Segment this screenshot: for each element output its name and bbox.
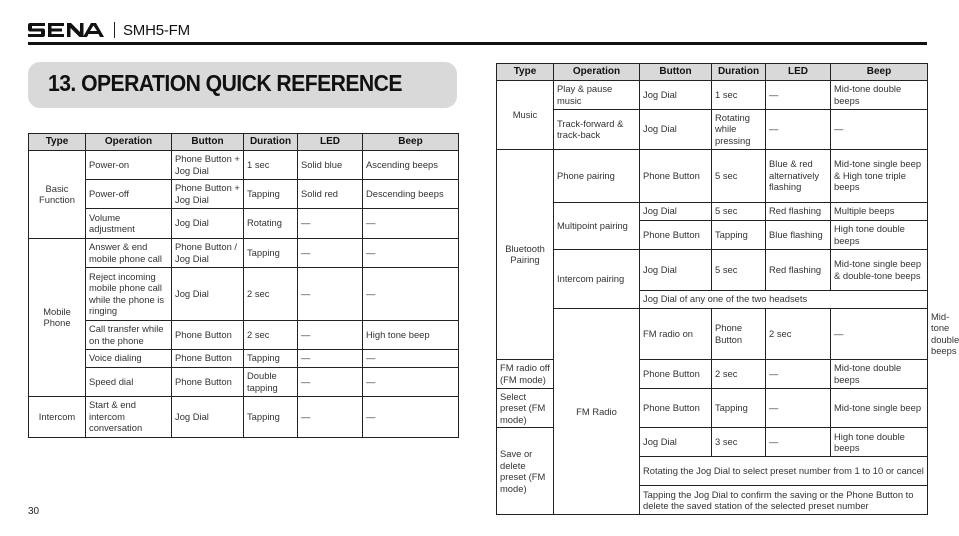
duration-cell: Tapping	[244, 238, 298, 267]
duration-cell: 5 sec	[712, 202, 766, 220]
duration-cell: 2 sec	[766, 308, 831, 359]
model-name: SMH5-FM	[123, 21, 190, 39]
table-row	[497, 109, 928, 149]
led-cell: Red flashing	[766, 249, 831, 290]
button-cell: Phone Button + Jog Dial	[172, 179, 244, 208]
led-cell: —	[298, 267, 363, 320]
led-cell: Red flashing	[766, 202, 831, 220]
led-cell: —	[766, 109, 831, 149]
duration-cell: Tapping	[244, 396, 298, 437]
header-separator	[114, 22, 115, 38]
led-cell: —	[298, 367, 363, 396]
led-cell: —	[298, 208, 363, 238]
duration-cell: 1 sec	[712, 80, 766, 109]
table-row	[29, 238, 459, 267]
beep-cell: Mid-tone single beep	[831, 388, 928, 428]
operation-table-right	[496, 63, 959, 515]
note-cell: Tapping the Jog Dial to confirm the saving or the Phone Button to delete the saved station of the selected preset number	[640, 486, 928, 515]
led-cell: —	[766, 359, 831, 388]
button-cell: Phone Button	[640, 359, 712, 388]
operation-cell: Multipoint pairing	[554, 202, 640, 249]
header	[28, 18, 190, 42]
table-row	[29, 367, 459, 396]
duration-cell: Tapping	[712, 220, 766, 249]
operation-cell: Save or delete preset (FM mode)	[497, 428, 554, 515]
table-row	[29, 349, 459, 367]
button-cell: Jog Dial	[640, 80, 712, 109]
button-cell: Jog Dial	[172, 396, 244, 437]
table-header-row	[29, 134, 459, 151]
col-duration: Duration	[712, 64, 766, 81]
type-cell: Intercom	[29, 396, 86, 437]
table-row	[29, 208, 459, 238]
col-button: Button	[640, 64, 712, 81]
operation-cell: Answer & end mobile phone call	[86, 238, 172, 267]
led-cell: Blue flashing	[766, 220, 831, 249]
beep-cell: Mid-tone double beeps	[831, 359, 928, 388]
col-type: Type	[29, 134, 86, 151]
col-led: LED	[766, 64, 831, 81]
operation-cell: Voice dialing	[86, 349, 172, 367]
table-header-row	[497, 64, 928, 81]
button-cell: Phone Button + Jog Dial	[172, 150, 244, 179]
beep-cell: Multiple beeps	[831, 202, 928, 220]
col-operation: Operation	[554, 64, 640, 81]
type-cell: Mobile Phone	[29, 238, 86, 396]
beep-cell: —	[363, 396, 459, 437]
duration-cell: 5 sec	[712, 149, 766, 202]
duration-cell: Rotating	[244, 208, 298, 238]
duration-cell: Tapping	[244, 349, 298, 367]
button-cell: Phone Button	[172, 320, 244, 349]
led-cell: —	[298, 396, 363, 437]
led-cell: —	[766, 388, 831, 428]
note-cell: Rotating the Jog Dial to select preset number from 1 to 10 or cancel	[640, 457, 928, 486]
duration-cell: 1 sec	[244, 150, 298, 179]
col-button: Button	[172, 134, 244, 151]
led-cell: Blue & red alternatively flashing	[766, 149, 831, 202]
beep-cell: —	[363, 349, 459, 367]
sena-logo	[28, 23, 104, 37]
col-beep: Beep	[831, 64, 928, 81]
duration-cell: 2 sec	[712, 359, 766, 388]
operation-cell: Intercom pairing	[554, 249, 640, 308]
button-cell: Phone Button / Jog Dial	[172, 238, 244, 267]
table-row	[29, 150, 459, 179]
beep-cell: —	[831, 109, 928, 149]
note-cell: Jog Dial of any one of the two headsets	[640, 290, 928, 308]
led-cell: —	[298, 238, 363, 267]
table-row	[497, 202, 928, 220]
beep-cell: —	[363, 267, 459, 320]
button-cell: Jog Dial	[640, 202, 712, 220]
button-cell: Jog Dial	[172, 267, 244, 320]
beep-cell: —	[363, 367, 459, 396]
col-operation: Operation	[86, 134, 172, 151]
led-cell: —	[766, 428, 831, 457]
type-cell: Music	[497, 80, 554, 149]
operation-cell: FM radio on	[640, 308, 712, 359]
operation-cell: Power-off	[86, 179, 172, 208]
led-cell: Solid red	[298, 179, 363, 208]
beep-cell: Descending beeps	[363, 179, 459, 208]
page-number: 30	[28, 506, 40, 517]
operation-cell: Phone pairing	[554, 149, 640, 202]
button-cell: Jog Dial	[640, 109, 712, 149]
beep-cell: —	[363, 208, 459, 238]
col-type: Type	[497, 64, 554, 81]
table-row	[29, 267, 459, 320]
duration-cell: 5 sec	[712, 249, 766, 290]
beep-cell: Ascending beeps	[363, 150, 459, 179]
operation-cell: Play & pause music	[554, 80, 640, 109]
duration-cell: Double tapping	[244, 367, 298, 396]
type-cell: Basic Function	[29, 150, 86, 238]
button-cell: Phone Button	[172, 349, 244, 367]
led-cell: Solid blue	[298, 150, 363, 179]
col-led: LED	[298, 134, 363, 151]
page-title: 13. OPERATION QUICK REFERENCE	[48, 70, 402, 96]
duration-cell: 3 sec	[712, 428, 766, 457]
operation-cell: FM radio off (FM mode)	[497, 359, 554, 388]
duration-cell: 2 sec	[244, 267, 298, 320]
operation-cell: Track-forward & track-back	[554, 109, 640, 149]
led-cell: —	[766, 80, 831, 109]
operation-cell: Power-on	[86, 150, 172, 179]
type-cell: Bluetooth Pairing	[497, 149, 554, 359]
operation-cell: Select preset (FM mode)	[497, 388, 554, 428]
table-row	[497, 149, 928, 202]
led-cell: —	[831, 308, 928, 359]
col-duration: Duration	[244, 134, 298, 151]
beep-cell: High tone double beeps	[831, 428, 928, 457]
led-cell: —	[298, 320, 363, 349]
duration-cell: Rotating while pressing	[712, 109, 766, 149]
button-cell: Phone Button	[172, 367, 244, 396]
beep-cell: —	[363, 238, 459, 267]
button-cell: Phone Button	[640, 149, 712, 202]
beep-cell: Mid-tone double beeps	[831, 80, 928, 109]
table-row	[497, 249, 928, 290]
led-cell: —	[298, 349, 363, 367]
beep-cell: Mid-tone single beep & High tone triple beeps	[831, 149, 928, 202]
duration-cell: Tapping	[712, 388, 766, 428]
header-rule	[28, 42, 927, 45]
duration-cell: 2 sec	[244, 320, 298, 349]
type-cell: FM Radio	[554, 308, 640, 515]
beep-cell: High tone double beeps	[831, 220, 928, 249]
duration-cell: Tapping	[244, 179, 298, 208]
col-beep: Beep	[363, 134, 459, 151]
button-cell: Jog Dial	[640, 249, 712, 290]
button-cell: Jog Dial	[172, 208, 244, 238]
table-row	[29, 320, 459, 349]
operation-cell: Call transfer while on the phone	[86, 320, 172, 349]
operation-cell: Speed dial	[86, 367, 172, 396]
beep-cell: Mid-tone single beep & double-tone beeps	[831, 249, 928, 290]
table-row	[29, 396, 459, 437]
button-cell: Jog Dial	[640, 428, 712, 457]
table-row: FM Radio FM radio on Phone Button 2 sec — Mid-tone double beeps	[497, 308, 928, 359]
table-row	[497, 80, 928, 109]
button-cell: Phone Button	[640, 388, 712, 428]
operation-cell: Reject incoming mobile phone call while the phone is ringing	[86, 267, 172, 320]
operation-cell: Volume adjustment	[86, 208, 172, 238]
operation-cell: Start & end intercom conversation	[86, 396, 172, 437]
beep-cell: High tone beep	[363, 320, 459, 349]
button-cell: Phone Button	[712, 308, 766, 359]
operation-table-left	[28, 133, 459, 438]
button-cell: Phone Button	[640, 220, 712, 249]
table-row	[29, 179, 459, 208]
